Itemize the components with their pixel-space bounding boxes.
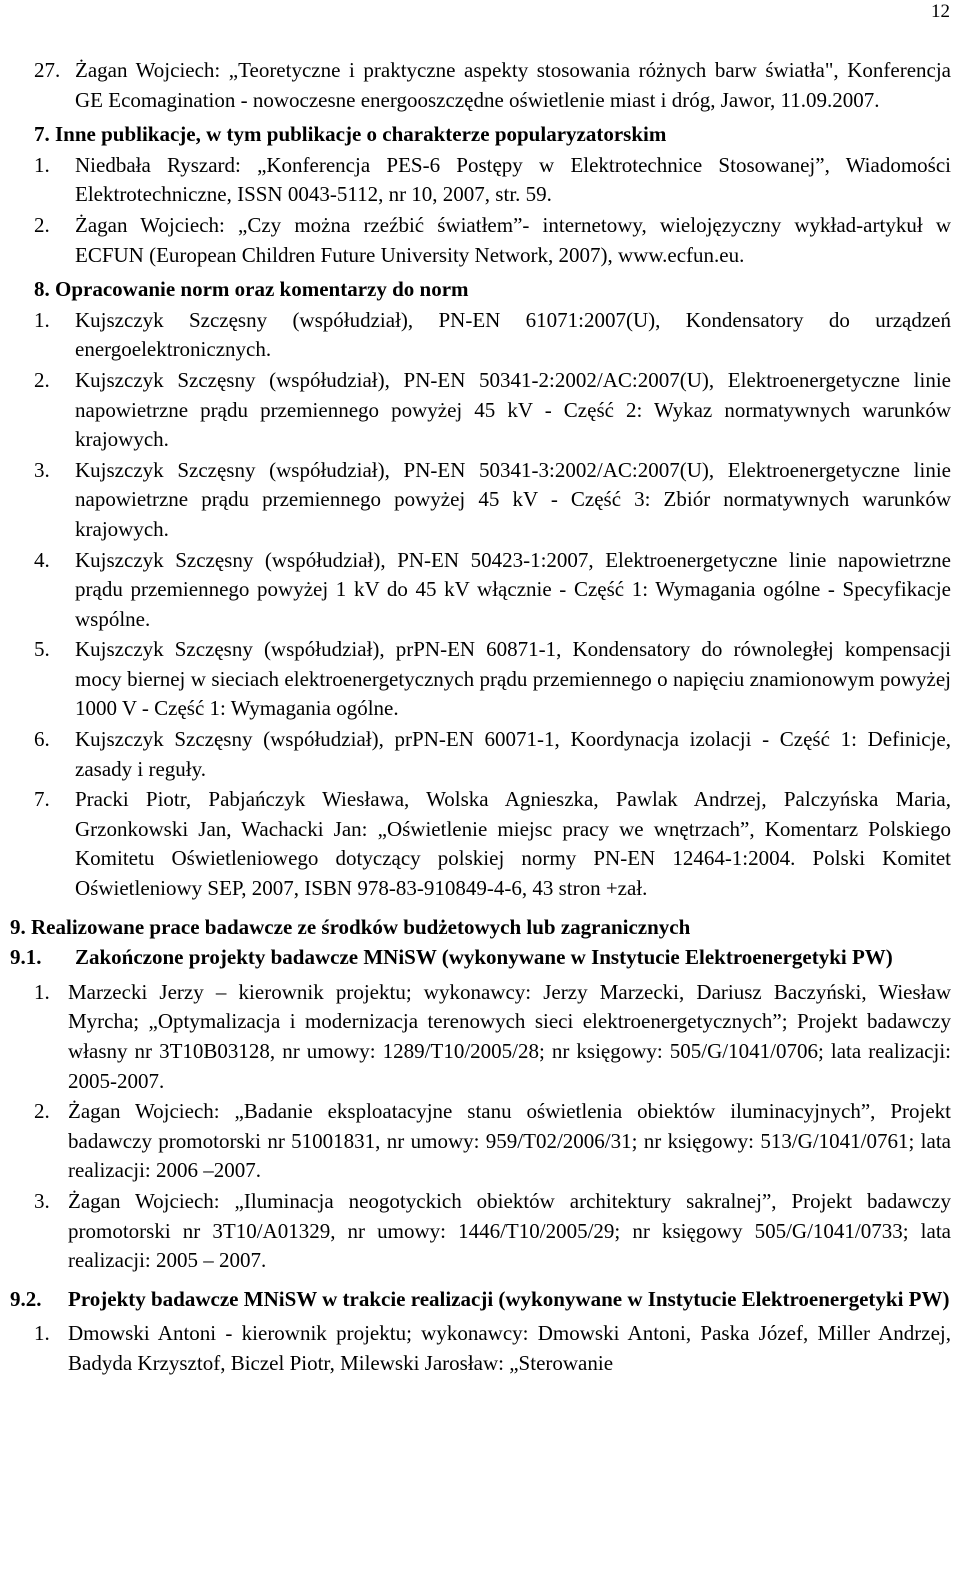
list-item (34, 306, 951, 365)
list-item (34, 978, 951, 1096)
item-text: Żagan Wojciech: „Teoretyczne i praktyczne aspekty stosowania różnych barw światła", Konferencja GE Ecomagination - nowoczesne energooszczędne oświetlenie miast i dróg, Jawor, 11.09.2007. (75, 58, 951, 112)
item-number: 1. (34, 152, 50, 177)
list-item (34, 546, 951, 635)
section-9-2-list (34, 1319, 951, 1378)
list-item (34, 211, 951, 270)
item-number: 1. (34, 979, 50, 1004)
item-number: 2. (34, 1099, 50, 1124)
subsection-heading-9-2 (10, 1285, 951, 1315)
item-text: Dmowski Antoni - kierownik projektu; wykonawcy: Dmowski Antoni, Paska Józef, Miller Andrzej, Badyda Krzysztof, Biczel Piotr, Milewski Jarosław: „Sterowanie (68, 1321, 951, 1375)
item-number: 7. (34, 787, 50, 812)
item-text: Marzecki Jerzy – kierownik projektu; wykonawcy: Jerzy Marzecki, Dariusz Baczyński, Wiesław Myrcha; „Optymalizacja i modernizacja terenowych sieci elektroenergetycznych”; Projekt badawczy własny nr 3T10B03128, nr umowy: 1289/T10/2005/28; nr księgowy: 505/G/1041/0706; lata realizacji: 2005-2007. (68, 979, 951, 1093)
section-heading-9: 9. Realizowane prace badawcze ze środków budżetowych lub zagranicznych (10, 914, 691, 939)
list-item (34, 1319, 951, 1378)
section-8-list (34, 306, 951, 904)
item-number: 4. (34, 547, 50, 572)
subsection-number: 9.1. (10, 945, 42, 970)
section-9-1-list (34, 978, 951, 1276)
list-item (34, 456, 951, 545)
item-text: Żagan Wojciech: „Czy można rzeźbić światłem”- internetowy, wielojęzyczny wykład-artykuł w ECFUN (European Children Future University Network, 2007), www.ecfun.eu. (75, 212, 951, 267)
item-number: 2. (34, 212, 50, 237)
section-heading-8: 8. Opracowanie norm oraz komentarzy do norm (34, 277, 469, 302)
item-text: Kujszczyk Szczęsny (współudział), PN-EN 61071:2007(U), Kondensatory do urządzeń energoelektronicznych. (75, 307, 951, 362)
item-text: Pracki Piotr, Pabjańczyk Wiesława, Wolska Agnieszka, Pawlak Andrzej, Palczyńska Maria, Grzonkowski Jan, Wachacki Jan: „Oświetlenie miejsc pracy we wnętrzach”, Komentarz Polskiego Komitetu Oświetleniowego dotyczący polskiej normy PN-EN 12464-1:2004. Polski Komitet Oświetleniowy SEP, 2007, ISBN 978-83-910849-4-6, 43 stron +zał. (75, 787, 951, 901)
subsection-title: Projekty badawcze MNiSW w trakcie realizacji (wykonywane w Instytucie Elektroenergetyki PW) (68, 1286, 950, 1311)
item-text: Kujszczyk Szczęsny (współudział), PN-EN 50423-1:2007, Elektroenergetyczne linie napowietrzne prądu przemiennego powyżej 1 kV do 45 kV włącznie - Część 1: Wymagania ogólne - Specyfikacje wspólne. (75, 547, 951, 631)
item-number: 2. (34, 367, 50, 392)
item-number: 1. (34, 307, 50, 332)
item-text: Kujszczyk Szczęsny (współudział), prPN-EN 60871-1, Kondensatory do równoległej kompensacji mocy biernej w sieciach elektroenergetycznych prądu przemiennego o napięciu znamionowym powyżej 1000 V - Część 1: Wymagania ogólne. (75, 637, 951, 721)
item-text: Kujszczyk Szczęsny (współudział), PN-EN 50341-3:2002/AC:2007(U), Elektroenergetyczne linie napowietrzne prądu przemiennego powyżej 45 kV - Część 3: Zbiór normatywnych warunków krajowych. (75, 457, 951, 541)
item-number: 3. (34, 1188, 50, 1213)
item-text: Niedbała Ryszard: „Konferencja PES-6 Postępy w Elektrotechnice Stosowanej”, Wiadomości Elektrotechniczne, ISSN 0043-5112, nr 10, 2007, str. 59. (75, 152, 951, 207)
list-item (34, 1187, 951, 1276)
item-text: Kujszczyk Szczęsny (współudział), prPN-EN 60071-1, Koordynacja izolacji - Część 1: Definicje, zasady i reguły. (75, 727, 951, 781)
item-text: Żagan Wojciech: „Badanie eksploatacyjne stanu oświetlenia obiektów iluminacyjnych”, Projekt badawczy promotorski nr 51001831, nr umowy: 959/T02/2006/31; nr księgowy: 513/G/1041/0761; lata realizacji: 2006 –2007. (68, 1099, 951, 1183)
section-7-list (34, 151, 951, 270)
subsection-heading-9-1 (10, 943, 951, 973)
list-item (34, 151, 951, 210)
item-text: Kujszczyk Szczęsny (współudział), PN-EN 50341-2:2002/AC:2007(U), Elektroenergetyczne linie napowietrzne prądu przemiennego powyżej 45 kV - Część 2: Wykaz normatywnych warunków krajowych. (75, 367, 951, 452)
item-number: 6. (34, 727, 50, 752)
list-item (34, 725, 951, 784)
list-item (34, 635, 951, 724)
list-item (34, 366, 951, 455)
item-number: 5. (34, 637, 50, 662)
item-text: Żagan Wojciech: „Iluminacja neogotyckich obiektów architektury sakralnej”, Projekt badawczy promotorski nr 3T10/A01329, nr umowy: 1446/T10/2005/29; nr księgowy 505/G/1041/0733; lata realizacji: 2005 – 2007. (68, 1188, 951, 1273)
list-item (34, 785, 951, 903)
list-item (34, 56, 951, 115)
section-heading-7: 7. Inne publikacje, w tym publikacje o charakterze popularyzatorskim (34, 122, 667, 147)
list-item (34, 1097, 951, 1186)
subsection-number: 9.2. (10, 1286, 42, 1311)
document-body (10, 56, 951, 1379)
item-number: 1. (34, 1321, 50, 1346)
item-number: 3. (34, 457, 50, 482)
page-number: 12 (931, 1, 950, 22)
item-number: 27. (34, 58, 61, 82)
subsection-title: Zakończone projekty badawcze MNiSW (wykonywane w Instytucie Elektroenergetyki PW) (75, 945, 893, 970)
